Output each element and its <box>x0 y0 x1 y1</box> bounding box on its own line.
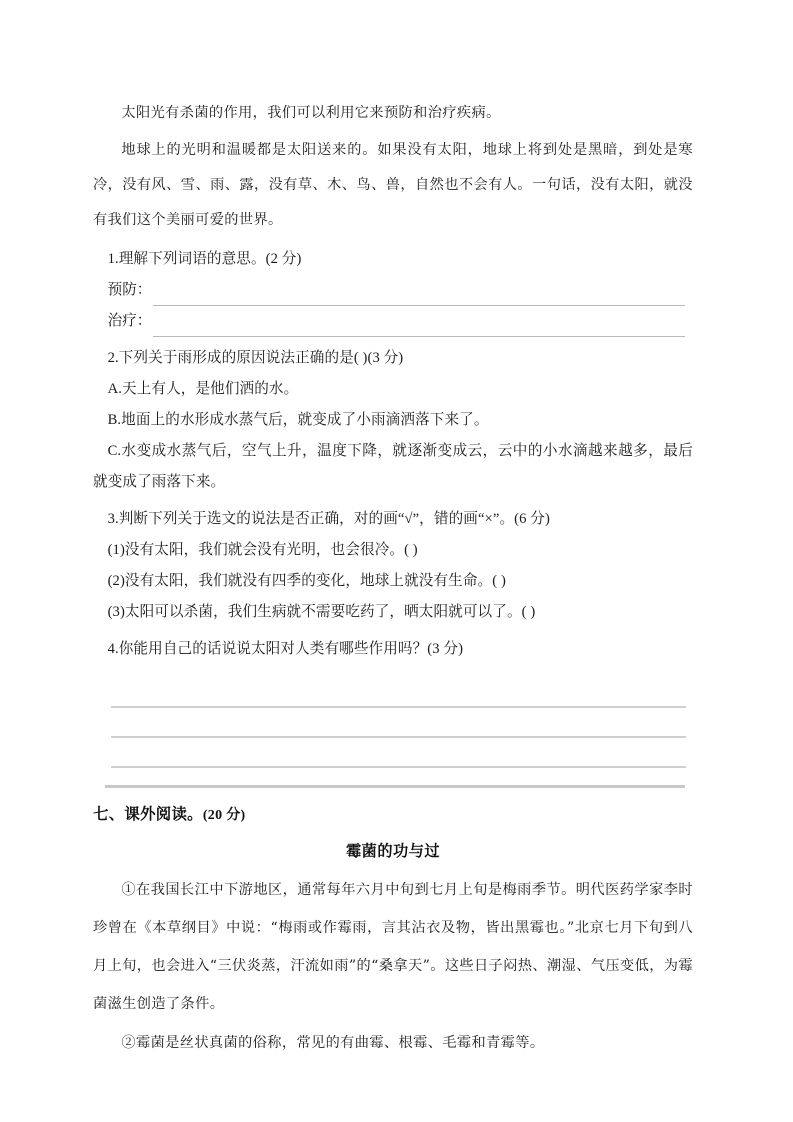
section-heading-label: 七、课外阅读。 <box>93 806 203 823</box>
question-4-stem: 4.你能用自己的话说说太阳对人类有哪些作用吗？(3 分) <box>107 641 464 657</box>
article-paragraph-1: ①在我国长江中下游地区，通常每年六月中旬到七月上旬是梅雨季节。明代医药学家李时珍曾在《本草纲目》中说：“梅雨或作霉雨，言其沾衣及物，皆出黑霉也。”北京七月下旬到八月上旬，也会进入“三伏炎蒸，汗流如雨”的“桑拿天”。这些日子闷热、潮湿、气压变低，为霉菌滋生创造了条件。 <box>93 882 693 1012</box>
passage-paragraph: 地球上的光明和温暖都是太阳送来的。如果没有太阳，地球上将到处是黑暗，到处是寒冷，没有风、雪、雨、露，没有草、木、鸟、兽，自然也不会有人。一句话，没有太阳，就没有我们这个美丽可爱的世界。 <box>93 142 693 228</box>
section-heading-seven <box>93 802 693 829</box>
question-3-stem: 3.判断下列关于选文的说法是否正确，对的画“√”，错的画“×”。(6 分) <box>107 511 550 527</box>
question-2 <box>93 343 693 498</box>
question-1 <box>93 244 693 337</box>
passage-paragraph: 太阳光有杀菌的作用，我们可以利用它来预防和治疗疾病。 <box>121 105 501 121</box>
fill-label-yufang: 预防： <box>107 282 152 298</box>
question-2-option-a[interactable]: A.天上有人，是他们洒的水。 <box>107 381 299 397</box>
section-divider <box>105 785 685 788</box>
question-3 <box>93 504 693 628</box>
article-paragraph-2: ②霉菌是丝状真菌的俗称，常见的有曲霉、根霉、毛霉和青霉等。 <box>121 1035 545 1051</box>
answer-line[interactable] <box>111 738 686 768</box>
question-2-option-c[interactable]: C.水变成水蒸气后，空气上升，温度下降，就逐渐变成云，云中的小水滴越来越多，最后就变成了雨落下来。 <box>93 443 693 490</box>
fill-row-zhiliao <box>93 306 693 337</box>
question-2-option-b[interactable]: B.地面上的水形成水蒸气后，就变成了小雨滴洒落下来了。 <box>107 412 489 428</box>
fill-row-yufang <box>93 275 693 306</box>
page-content <box>93 96 693 1062</box>
answer-line[interactable] <box>111 708 686 738</box>
reading-passage <box>93 96 693 238</box>
question-3-item-1[interactable]: (1)没有太阳，我们就会没有光明，也会很冷。( ) <box>107 542 418 558</box>
question-1-stem: 1.理解下列词语的意思。(2 分) <box>107 251 302 267</box>
section-heading-score: (20 分) <box>202 808 246 823</box>
article-title: 霉菌的功与过 <box>345 843 441 860</box>
answer-line[interactable] <box>111 678 686 708</box>
question-4 <box>93 634 693 768</box>
fill-label-zhiliao: 治疗： <box>107 313 152 329</box>
answer-blank-yufang[interactable] <box>153 284 685 306</box>
answer-blank-zhiliao[interactable] <box>153 315 685 337</box>
question-3-item-3[interactable]: (3)太阳可以杀菌，我们生病就不需要吃药了，晒太阳就可以了。( ) <box>107 604 536 620</box>
answer-lines-question-4 <box>111 678 686 768</box>
question-2-stem: 2.下列关于雨形成的原因说法正确的是( )(3 分) <box>107 350 404 366</box>
question-3-item-2[interactable]: (2)没有太阳，我们就没有四季的变化，地球上就没有生命。( ) <box>107 573 506 589</box>
